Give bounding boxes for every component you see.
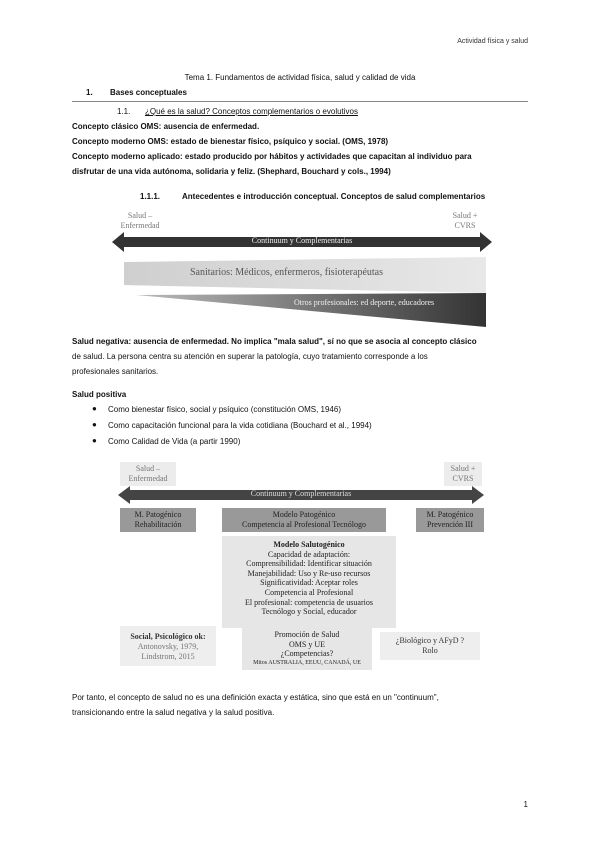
subsubsection-title: Antecedentes e introducción conceptual. Conceptos de salud complementarios <box>182 192 486 201</box>
diagram1-right-label: Salud + CVRS <box>452 211 478 230</box>
section-rule <box>72 101 528 102</box>
section-title: Bases conceptuales <box>110 88 187 97</box>
definition-applied-1: Concepto moderno aplicado: estado producido por hábitos y actividades que capacitan al individuo para <box>72 152 472 161</box>
box-promocion-salud: Promoción de Salud OMS y UE ¿Competencias? Mitos AUSTRALIA, EEUU, CANADÁ, UE <box>242 628 372 670</box>
positive-health-item-3: Como Calidad de Vida (a partir 1990) <box>108 437 241 446</box>
box-patogenico-rehab: M. Patogénico Rehabilitación <box>120 508 196 532</box>
diagram2-left-label: Salud – Enfermedad <box>120 462 176 486</box>
box-biologico: ¿Biológico y AFyD ? Rolo <box>380 632 480 660</box>
diagram2 <box>118 458 484 670</box>
diagram2-arrow-label: Continuum y Complementarias <box>250 489 352 498</box>
box-modelo-patogenico: Modelo Patogénico Competencia al Profesional Tecnólogo <box>222 508 386 532</box>
subsection-number: 1.1. <box>117 107 131 116</box>
diagram1-left-label: Salud – Enfermedad <box>120 211 160 230</box>
subsubsection-number: 1.1.1. <box>140 192 161 201</box>
definition-modern: Concepto moderno OMS: estado de bienestar físico, psíquico y social. (OMS, 1978) <box>72 137 389 146</box>
negative-health-1: Salud negativa: ausencia de enfermedad. No implica "mala salud", sí no que se asocia al concepto clásico <box>72 337 477 346</box>
diagram1-band2-label: Otros profesionales: ed deporte, educadores <box>294 298 435 307</box>
box-modelo-salutogenico: Modelo Salutogénico Capacidad de adaptación: Comprensibilidad: Identificar situación Manejabilidad: Uso y Re-uso recursos Significatividad: Aceptar roles Competencia al Profesional El profesional: competencia de usuarios Tecnólogo y Social, educador <box>222 536 396 628</box>
bullet-3: ● <box>92 436 97 445</box>
positive-health-title: Salud positiva <box>72 390 127 399</box>
chapter-title: Tema 1. Fundamentos de actividad física, salud y calidad de vida <box>184 73 416 82</box>
definition-applied-2: disfrutar de una vida autónoma, solidaria y feliz. (Shephard, Bouchard y cols., 1994) <box>72 167 391 176</box>
box-prevencion: M. Patogénico Prevención III <box>416 508 484 532</box>
negative-health-3: profesionales sanitarios. <box>72 367 159 376</box>
diagram1-arrow-label: Continuum y Complementarias <box>251 236 353 245</box>
subsection-title: ¿Qué es la salud? Conceptos complementarios o evolutivos <box>145 107 358 116</box>
conclusion-1: Por tanto, el concepto de salud no es una definición exacta y estática, sino que está en un "continuum", <box>72 693 439 702</box>
box-social-psicologico: Social, Psicológico ok: Antonovsky, 1979, Lindstrom, 2015 <box>120 626 216 666</box>
diagram2-right-label: Salud + CVRS <box>444 462 482 486</box>
bullet-1: ● <box>92 404 97 413</box>
positive-health-item-1: Como bienestar físico, social y psíquico (constitución OMS, 1946) <box>108 405 341 414</box>
diagram1-band1-label: Sanitarios: Médicos, enfermeros, fisioterapéutas <box>190 267 383 278</box>
bullet-2: ● <box>92 420 97 429</box>
page-number: 1 <box>523 800 528 809</box>
negative-health-2: de salud. La persona centra su atención en superar la patología, cuyo tratamiento corresponde a los <box>72 352 428 361</box>
section-number: 1. <box>86 88 93 97</box>
positive-health-item-2: Como capacitación funcional para la vida cotidiana (Bouchard et al., 1994) <box>108 421 372 430</box>
running-header: Actividad física y salud <box>457 38 528 45</box>
conclusion-2: transicionando entre la salud negativa y la salud positiva. <box>72 708 275 717</box>
definition-classic: Concepto clásico OMS: ausencia de enfermedad. <box>72 122 260 131</box>
